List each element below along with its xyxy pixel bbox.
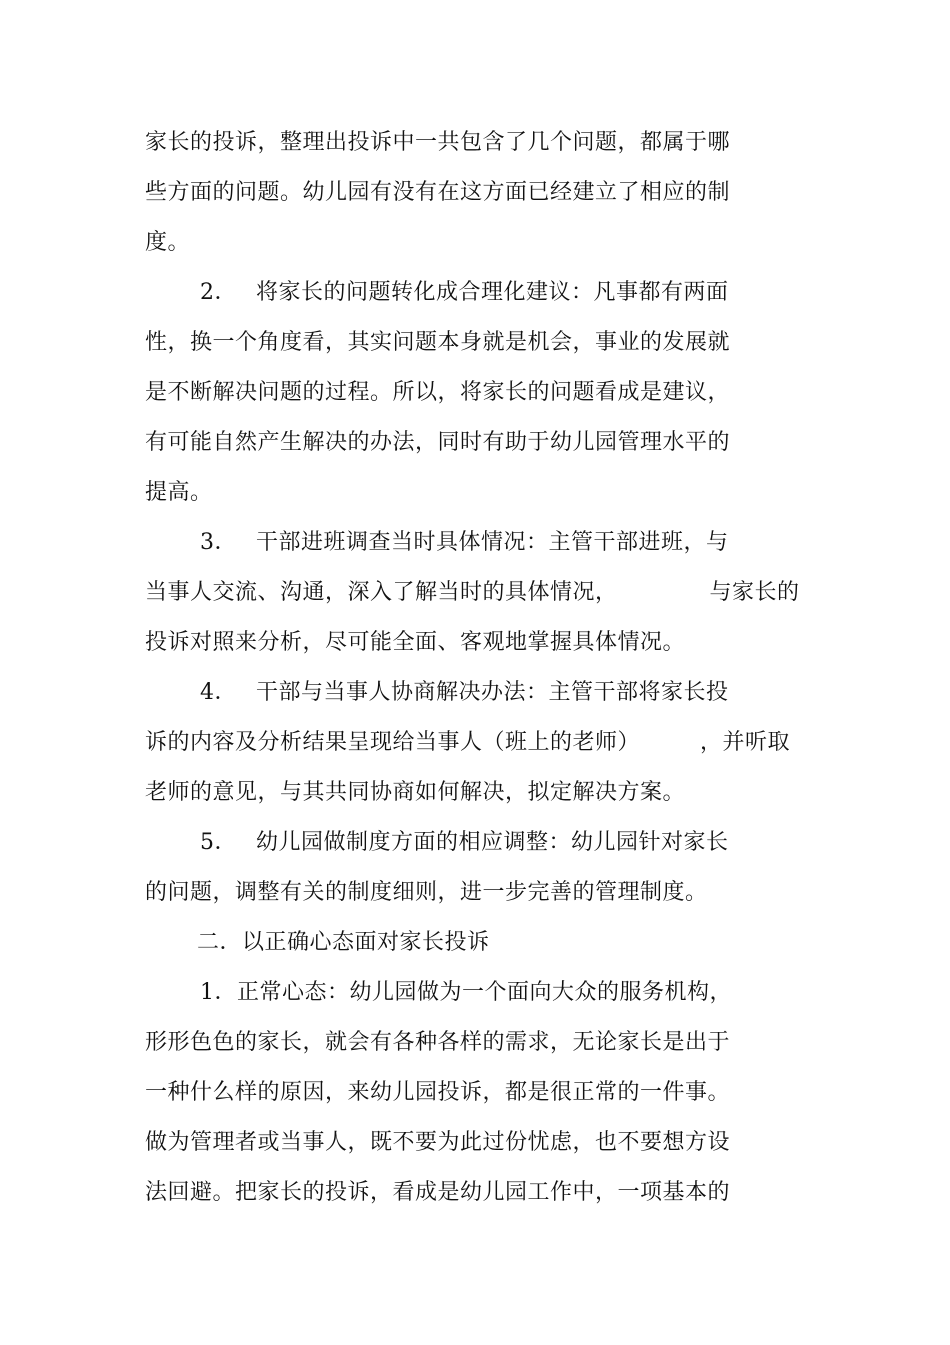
numbered-paragraph-3 xyxy=(200,528,729,558)
text-line: 有可能自然产生解决的办法，同时有助于幼儿园管理水平的 xyxy=(145,430,731,455)
text-line: 1．正常心态：幼儿园做为一个面向大众的服务机构， xyxy=(200,980,732,1005)
text-line: 干部与当事人协商解决办法：主管干部将家长投 xyxy=(256,680,729,705)
text-segment: 诉的内容及分析结果呈现给当事人（班上的老师） xyxy=(145,730,641,755)
text-line: 一种什么样的原因，来幼儿园投诉，都是很正常的一件事。 xyxy=(145,1080,731,1105)
text-line: 提高。 xyxy=(145,480,213,505)
text-line: 法回避。把家长的投诉，看成是幼儿园工作中，一项基本的 xyxy=(145,1180,731,1205)
text-segment: 当事人交流、沟通，深入了解当时的具体情况， xyxy=(145,580,618,605)
text-line: 干部进班调查当时具体情况：主管干部进班，与 xyxy=(256,530,729,555)
text-line: 形形色色的家长，就会有各种各样的需求，无论家长是出于 xyxy=(145,1030,731,1055)
numbered-paragraph-4 xyxy=(200,678,729,708)
text-line: 将家长的问题转化成合理化建议：凡事都有两面 xyxy=(256,280,729,305)
numbered-paragraph-2 xyxy=(200,278,729,308)
item-number: 2． xyxy=(200,280,237,305)
text-segment: ，并听取 xyxy=(700,730,791,755)
text-line: 幼儿园做制度方面的相应调整：幼儿园针对家长 xyxy=(256,830,729,855)
text-line: 的问题，调整有关的制度细则，进一步完善的管理制度。 xyxy=(145,880,708,905)
text-line: 性，换一个角度看，其实问题本身就是机会，事业的发展就 xyxy=(145,330,731,355)
text-line xyxy=(145,578,800,608)
text-line: 些方面的问题。幼儿园有没有在这方面已经建立了相应的制 xyxy=(145,180,731,205)
section-heading: 二．以正确心态面对家长投诉 xyxy=(197,930,490,955)
text-line: 家长的投诉，整理出投诉中一共包含了几个问题，都属于哪 xyxy=(145,130,731,155)
text-line: 度。 xyxy=(145,230,191,255)
text-segment: 与家长的 xyxy=(709,580,800,605)
text-line: 老师的意见，与其共同协商如何解决，拟定解决方案。 xyxy=(145,780,686,805)
text-line xyxy=(145,728,790,758)
text-line: 是不断解决问题的过程。所以，将家长的问题看成是建议， xyxy=(145,380,731,405)
text-line: 投诉对照来分析，尽可能全面、客观地掌握具体情况。 xyxy=(145,630,686,655)
numbered-paragraph-5 xyxy=(200,828,729,858)
item-number: 3． xyxy=(200,530,237,555)
item-number: 5． xyxy=(200,830,237,855)
item-number: 4． xyxy=(200,680,237,705)
text-line: 做为管理者或当事人，既不要为此过份忧虑，也不要想方设 xyxy=(145,1130,731,1155)
